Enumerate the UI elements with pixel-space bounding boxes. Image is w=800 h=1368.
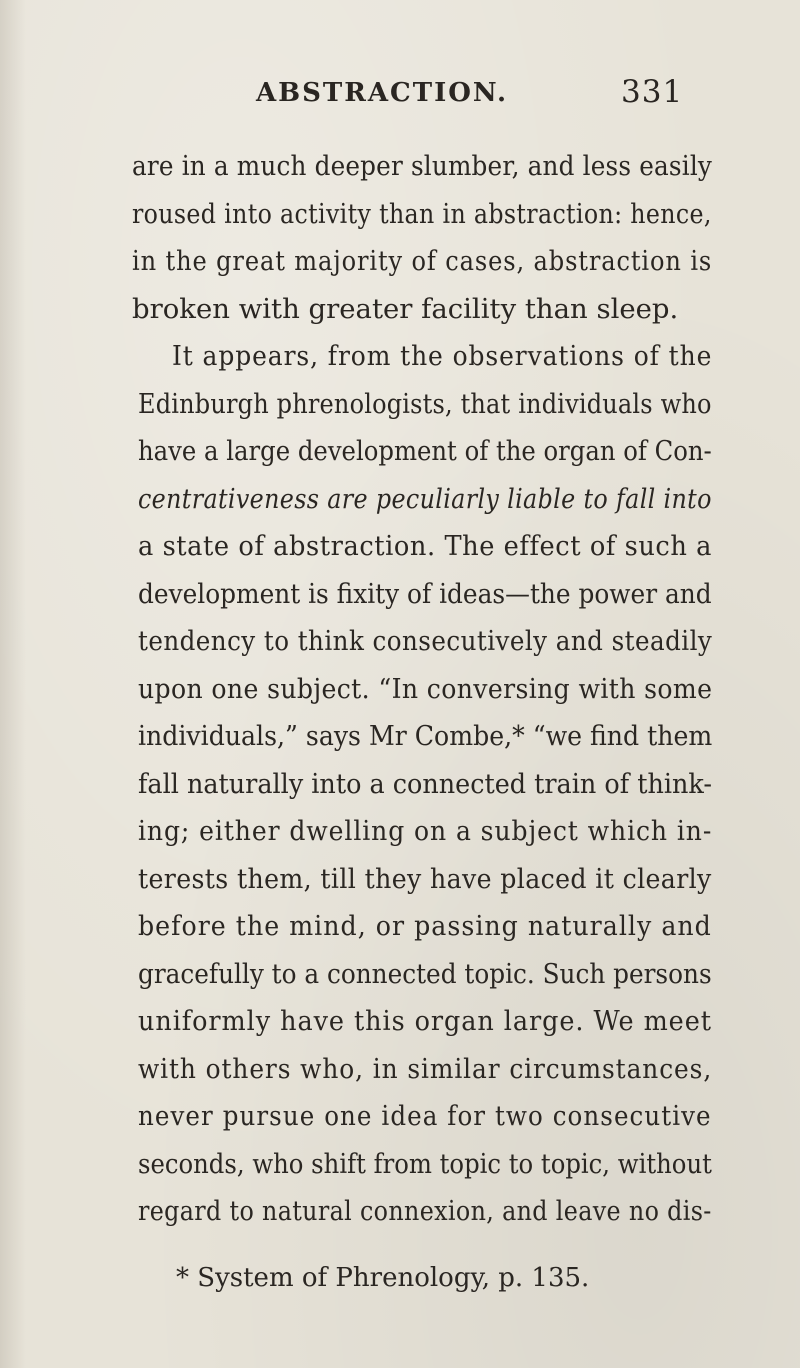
text-line: gracefully to a connected topic. Such persons [138,958,712,990]
running-head [0,74,800,118]
text-line: uniformly have this organ large. We meet [138,1005,712,1037]
page-gutter-shadow [0,0,26,1368]
text-line: never pursue one idea for two consecutive [138,1100,712,1132]
footnote: * System of Phrenology, p. 135. [176,1263,590,1293]
text-line: centrativeness are peculiarly liable to fall into [138,483,712,515]
text-line: in the great majority of cases, abstraction is [132,245,713,277]
running-title: ABSTRACTION. [256,78,509,108]
text-line: individuals,” says Mr Combe,* “we find them [138,720,713,752]
text-line: broken with greater facility than sleep. [132,293,679,325]
text-line: before the mind, or passing naturally and [138,910,712,942]
text-line: have a large development of the organ of Con- [138,435,712,467]
text-line: terests them, till they have placed it clearly [138,863,712,895]
page-number: 331 [621,74,684,110]
text-line: upon one subject. “In conversing with some [138,673,713,705]
text-line: roused into activity than in abstraction: hence, [132,198,712,230]
text-line: fall naturally into a connected train of think- [138,768,712,800]
text-line: seconds, who shift from topic to topic, without [138,1148,712,1180]
text-line: regard to natural connexion, and leave no dis- [138,1195,712,1227]
text-line: are in a much deeper slumber, and less easily [132,150,713,182]
text-line: Edinburgh phrenologists, that individuals who [138,388,712,420]
text-line: development is fixity of ideas—the power and [138,578,712,610]
text-line: with others who, in similar circumstances, [138,1053,713,1085]
text-line: tendency to think consecutively and steadily [138,625,713,657]
text-line: ing; either dwelling on a subject which in- [138,815,713,847]
text-line: a state of abstraction. The effect of such a [138,530,713,562]
text-line: It appears, from the observations of the [172,340,713,372]
